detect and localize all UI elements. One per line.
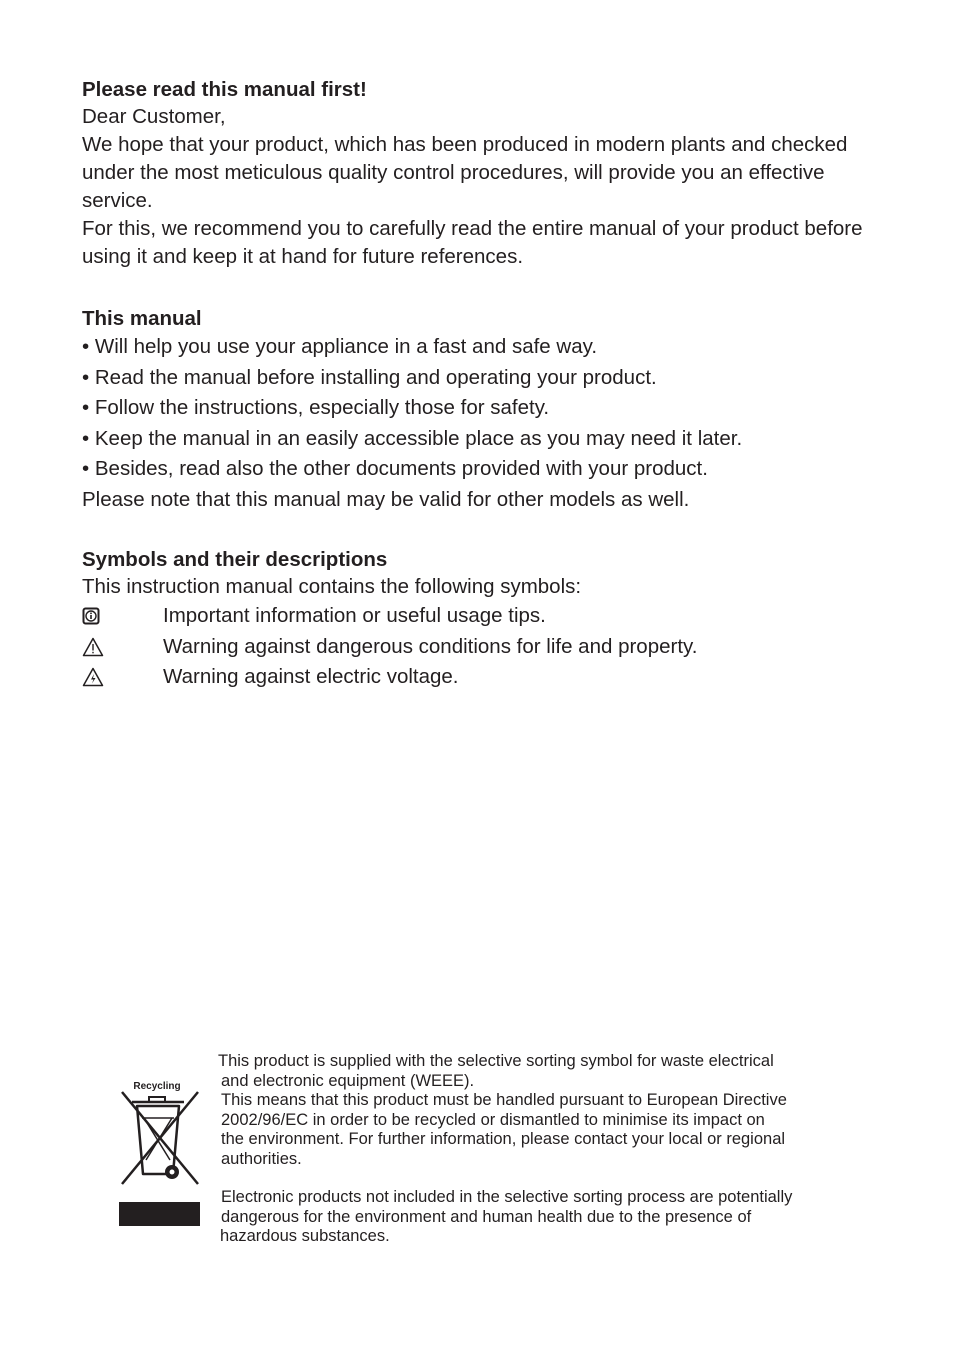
symbol-description: Warning against dangerous conditions for life and property.	[163, 634, 698, 658]
weee-line: the environment. For further information, please contact your local or regional	[221, 1130, 786, 1148]
weee-line: 2002/96/EC in order to be recycled or dismantled to minimise its impact on	[221, 1110, 765, 1129]
intro-paragraph-1: We hope that your product, which has been produced in modern plants and checked under the most meticulous quality control procedures, will provide you an effective service.	[82, 133, 848, 212]
this-manual-heading: This manual	[82, 307, 202, 330]
weee-text	[218, 1052, 863, 1247]
manual-bullet: • Read the manual before installing and operating your product.	[82, 365, 657, 389]
manual-bullet: • Follow the instructions, especially those for safety.	[82, 396, 550, 419]
weee-line: and electronic equipment (WEEE).	[221, 1071, 475, 1090]
manual-bullet: • Keep the manual in an easily accessible place as you may need it later.	[82, 426, 743, 450]
electric-warning-icon	[82, 667, 163, 687]
symbols-intro: This instruction manual contains the following symbols:	[82, 575, 582, 598]
info-icon	[82, 607, 163, 625]
intro-heading: Please read this manual first!	[82, 78, 367, 101]
warning-triangle-icon	[82, 637, 163, 657]
manual-bullet: • Besides, read also the other documents provided with your product.	[82, 457, 708, 480]
intro-paragraph-2: For this, we recommend you to carefully read the entire manual of your product before using it and keep it at hand for future references.	[82, 217, 863, 268]
weee-line: This product is supplied with the selective sorting symbol for waste electrical	[218, 1052, 774, 1070]
manual-page	[82, 76, 872, 693]
recycling-label: Recycling	[133, 1081, 181, 1092]
weee-line: hazardous substances.	[220, 1227, 390, 1245]
symbol-row-info	[82, 601, 872, 632]
symbol-description: Warning against electric voltage.	[163, 665, 459, 688]
symbol-row-electric	[82, 662, 872, 693]
symbols-heading: Symbols and their descriptions	[82, 548, 388, 571]
symbol-row-warning	[82, 632, 872, 663]
crossed-bin-recycling-icon	[118, 1078, 202, 1253]
manual-note: Please note that this manual may be valid for other models as well.	[82, 487, 690, 511]
weee-line: This means that this product must be handled pursuant to European Directive	[221, 1091, 787, 1109]
weee-line: dangerous for the environment and human health due to the presence of	[221, 1207, 752, 1226]
greeting: Dear Customer,	[82, 105, 226, 128]
weee-line: authorities.	[221, 1149, 302, 1168]
manual-bullet: • Will help you use your appliance in a fast and safe way.	[82, 335, 598, 358]
weee-line: Electronic products not included in the selective sorting process are potentially	[221, 1188, 793, 1206]
symbol-description: Important information or useful usage tips.	[163, 604, 546, 627]
